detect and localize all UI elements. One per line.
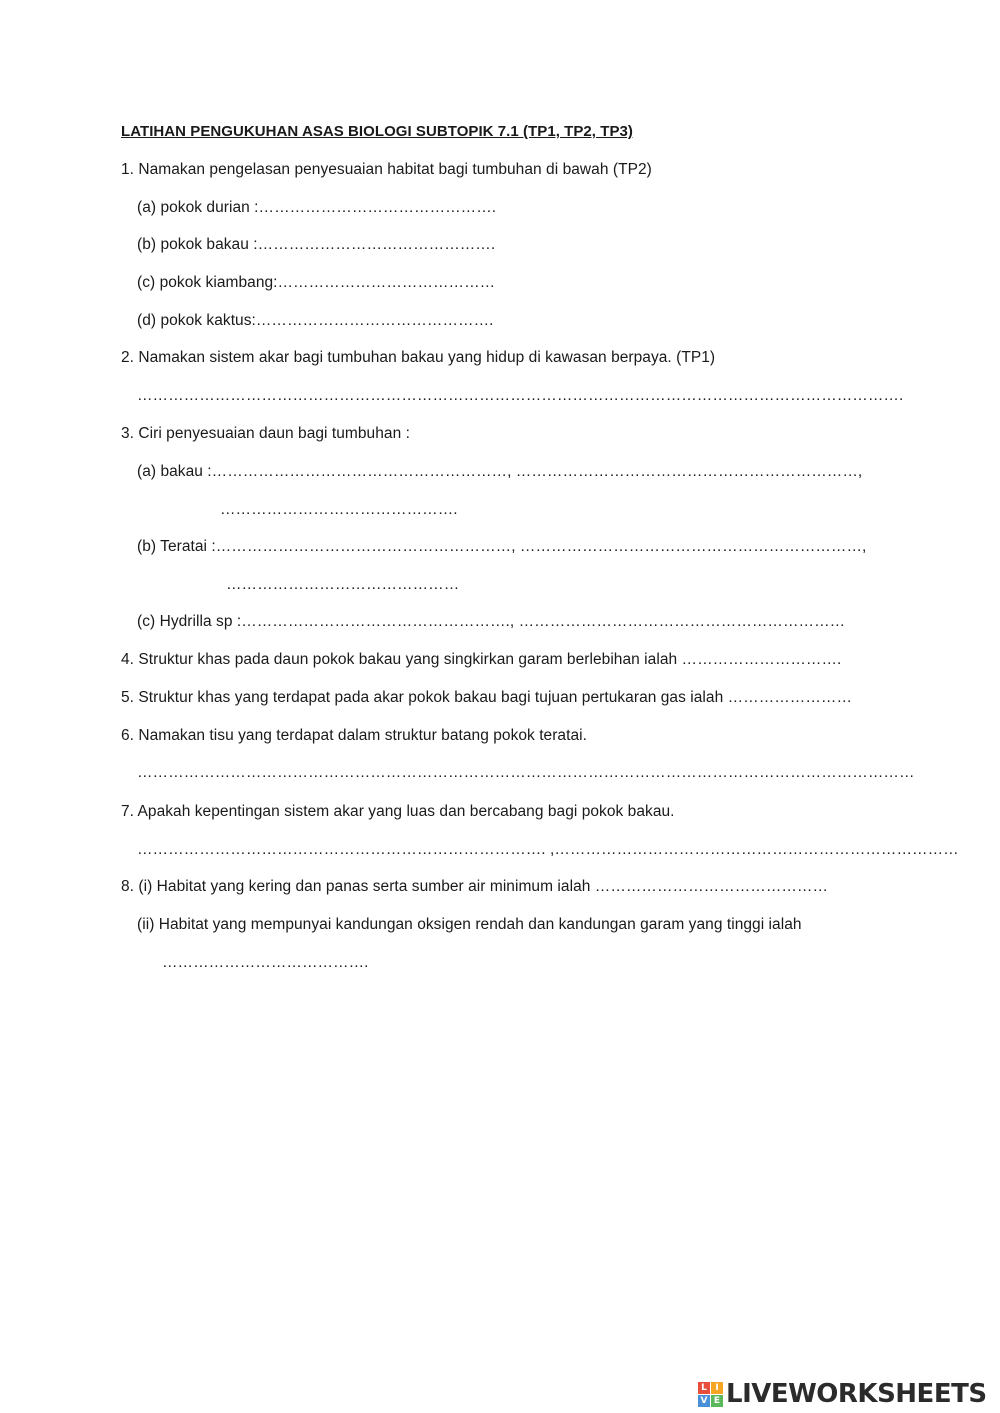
question-8ii: (ii) Habitat yang mempunyai kandungan oksigen rendah dan kandungan garam yang tinggi ialah [137,916,802,933]
question-1: 1. Namakan pengelasan penyesuaian habitat bagi tumbuhan di bawah (TP2) [121,161,652,178]
answer-line-3b: ……………………………………… [226,576,460,593]
answer-line-6: …………………………………………………………………………………………………………………………………… [137,764,915,781]
logo-icon [698,1382,723,1407]
question-1a: (a) pokok durian :………………………………………. [137,199,497,216]
logo-tile: L [698,1382,710,1394]
question-1b: (b) pokok bakau :………………………………………. [137,236,496,253]
answer-line-3a: ………………………………………. [220,501,458,518]
logo-tile: I [711,1382,723,1394]
question-3c: (c) Hydrilla sp :……………………………………………., ……………………………………………………… [137,613,846,630]
worksheet-title: LATIHAN PENGUKUHAN ASAS BIOLOGI SUBTOPIK 7.1 (TP1, TP2, TP3) [121,123,633,140]
answer-line-7: ……………………………………………………………………. ,…………………………………………………………………… [137,841,959,858]
question-3b: (b) Teratai :…………………………………………………, …………………………………………………………, [137,538,867,555]
logo-tile: V [698,1395,710,1407]
question-7: 7. Apakah kepentingan sistem akar yang luas dan bercabang bagi pokok bakau. [121,803,675,820]
question-4: 4. Struktur khas pada daun pokok bakau yang singkirkan garam berlebihan ialah …………………………. [121,651,842,668]
logo-tile: E [711,1395,723,1407]
answer-line-8ii: …………………………………. [162,954,369,971]
question-2: 2. Namakan sistem akar bagi tumbuhan bakau yang hidup di kawasan berpaya. (TP1) [121,349,716,366]
question-6: 6. Namakan tisu yang terdapat dalam struktur batang pokok teratai. [121,727,587,744]
question-3a: (a) bakau :…………………………………………………, …………………………………………………………, [137,463,863,480]
question-5: 5. Struktur khas yang terdapat pada akar pokok bakau bagi tujuan pertukaran gas ialah …………………… [121,689,853,706]
question-1d: (d) pokok kaktus:………………………………………. [137,312,494,329]
logo-text: LIVEWORKSHEETS [726,1379,987,1409]
question-1c: (c) pokok kiambang:…………………………………… [137,274,496,291]
answer-line-2: …………………………………………………………………………………………………………………………………. [137,387,904,404]
liveworksheets-logo [698,1380,987,1408]
question-3: 3. Ciri penyesuaian daun bagi tumbuhan : [121,425,410,442]
question-8i: 8. (i) Habitat yang kering dan panas serta sumber air minimum ialah ……………………………………… [121,878,829,895]
